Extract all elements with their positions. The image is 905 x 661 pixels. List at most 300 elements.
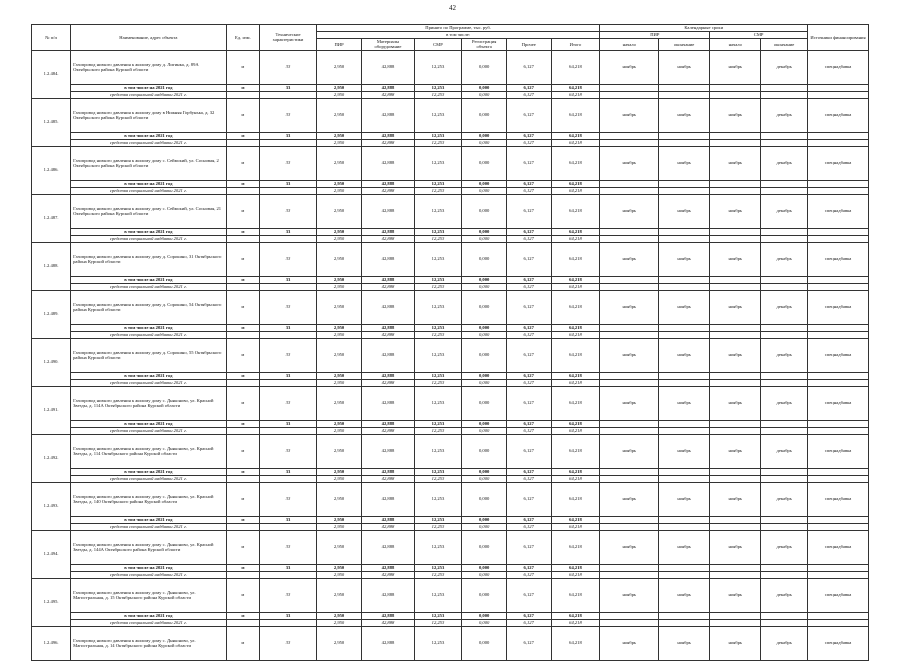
unit-cell: м bbox=[226, 338, 260, 372]
unit-cell: м bbox=[226, 434, 260, 468]
pir-start-cell: ноябрь bbox=[600, 482, 659, 516]
empty-cell bbox=[659, 91, 710, 98]
empty-cell bbox=[808, 139, 869, 146]
tech-cell: 33 bbox=[260, 324, 317, 331]
registration-cell: 0,000 bbox=[462, 132, 507, 139]
empty-cell bbox=[600, 427, 659, 434]
smr-start-cell: ноябрь bbox=[710, 578, 761, 612]
page-number: 42 bbox=[449, 4, 456, 12]
header-program: Принято по Программе, тыс. руб. bbox=[316, 25, 600, 32]
empty-cell bbox=[808, 427, 869, 434]
pir-cell: 2,950 bbox=[316, 276, 362, 283]
empty-cell bbox=[600, 564, 659, 571]
empty-cell bbox=[710, 235, 761, 242]
total-cell: 64,218 bbox=[551, 482, 600, 516]
table-row bbox=[32, 290, 869, 324]
object-name: Газопровод низкого давления к жилому дому д. Сорокино, 54 Октябрьского района Курской области bbox=[71, 290, 226, 324]
total-cell: 64,218 bbox=[551, 516, 600, 523]
empty-cell bbox=[808, 235, 869, 242]
empty-cell bbox=[260, 235, 317, 242]
special-fund-row bbox=[32, 619, 869, 626]
total-cell: 64,218 bbox=[551, 228, 600, 235]
table-row bbox=[32, 578, 869, 612]
header-pir: ПИР bbox=[316, 39, 362, 51]
subtotal-2021-row bbox=[32, 612, 869, 619]
funding-cell: спецнадбавка bbox=[808, 338, 869, 372]
funding-cell: спецнадбавка bbox=[808, 482, 869, 516]
empty-cell bbox=[808, 516, 869, 523]
empty-cell bbox=[600, 324, 659, 331]
total-cell: 64,218 bbox=[551, 564, 600, 571]
total-cell: 64,218 bbox=[551, 139, 600, 146]
subtotal-label: в том числе на 2021 год bbox=[71, 84, 226, 91]
table-row bbox=[32, 146, 869, 180]
smr-start-cell: ноябрь bbox=[710, 482, 761, 516]
header-tech: Технические характеристики bbox=[260, 25, 317, 51]
unit-cell: м bbox=[226, 242, 260, 276]
other-cell: 6,127 bbox=[506, 475, 551, 482]
smr-cell: 12,253 bbox=[414, 146, 462, 180]
registration-cell: 0,000 bbox=[462, 242, 507, 276]
materials-cell: 42,888 bbox=[362, 523, 414, 530]
empty-cell bbox=[808, 523, 869, 530]
unit-cell: м bbox=[226, 516, 260, 523]
pir-end-cell: ноябрь bbox=[659, 578, 710, 612]
subtotal-label: в том числе на 2021 год bbox=[71, 276, 226, 283]
special-fund-label: средства специальной надбавки 2021 г. bbox=[71, 331, 226, 338]
empty-cell bbox=[710, 619, 761, 626]
special-fund-label: средства специальной надбавки 2021 г. bbox=[71, 379, 226, 386]
materials-cell: 42,888 bbox=[362, 475, 414, 482]
pir-end-cell: ноябрь bbox=[659, 290, 710, 324]
funding-cell: спецнадбавка bbox=[808, 434, 869, 468]
smr-start-cell: ноябрь bbox=[710, 98, 761, 132]
empty-cell bbox=[659, 187, 710, 194]
registration-cell: 0,000 bbox=[462, 194, 507, 228]
other-cell: 6,127 bbox=[506, 84, 551, 91]
funding-cell: спецнадбавка bbox=[808, 530, 869, 564]
subtotal-label: в том числе на 2021 год bbox=[71, 372, 226, 379]
smr-end-cell: декабрь bbox=[761, 626, 808, 660]
row-number: 1.2.486. bbox=[32, 146, 71, 194]
empty-cell bbox=[260, 571, 317, 578]
smr-start-cell: ноябрь bbox=[710, 338, 761, 372]
pir-cell: 2,950 bbox=[316, 180, 362, 187]
subtotal-label: в том числе на 2021 год bbox=[71, 516, 226, 523]
unit-cell: м bbox=[226, 180, 260, 187]
table-row bbox=[32, 98, 869, 132]
table-row bbox=[32, 626, 869, 660]
empty-cell bbox=[761, 468, 808, 475]
registration-cell: 0,000 bbox=[462, 235, 507, 242]
unit-cell: м bbox=[226, 324, 260, 331]
empty-cell bbox=[600, 571, 659, 578]
pir-cell: 2,950 bbox=[316, 427, 362, 434]
total-cell: 64,218 bbox=[551, 91, 600, 98]
registration-cell: 0,000 bbox=[462, 468, 507, 475]
pir-cell: 2,950 bbox=[316, 482, 362, 516]
pir-start-cell: ноябрь bbox=[600, 290, 659, 324]
total-cell: 64,218 bbox=[551, 50, 600, 84]
total-cell: 64,218 bbox=[551, 187, 600, 194]
empty-cell bbox=[600, 132, 659, 139]
pir-end-cell: ноябрь bbox=[659, 386, 710, 420]
registration-cell: 0,000 bbox=[462, 331, 507, 338]
empty-cell bbox=[600, 276, 659, 283]
other-cell: 6,127 bbox=[506, 187, 551, 194]
tech-cell: 33 bbox=[260, 276, 317, 283]
empty-cell bbox=[761, 84, 808, 91]
pir-end-cell: ноябрь bbox=[659, 338, 710, 372]
empty-cell bbox=[761, 91, 808, 98]
empty-cell bbox=[761, 180, 808, 187]
empty-cell bbox=[710, 324, 761, 331]
empty-cell bbox=[808, 228, 869, 235]
pir-cell: 2,950 bbox=[316, 434, 362, 468]
empty-cell bbox=[761, 132, 808, 139]
other-cell: 6,127 bbox=[506, 427, 551, 434]
row-number: 1.2.488. bbox=[32, 242, 71, 290]
empty-cell bbox=[600, 139, 659, 146]
header-smr-start: начало bbox=[710, 39, 761, 51]
empty-cell bbox=[659, 84, 710, 91]
total-cell: 64,218 bbox=[551, 283, 600, 290]
smr-cell: 12,253 bbox=[414, 626, 462, 660]
funding-cell: спецнадбавка bbox=[808, 578, 869, 612]
pir-start-cell: ноябрь bbox=[600, 146, 659, 180]
subtotal-2021-row bbox=[32, 84, 869, 91]
empty-cell bbox=[808, 84, 869, 91]
smr-cell: 12,253 bbox=[414, 187, 462, 194]
funding-cell: спецнадбавка bbox=[808, 98, 869, 132]
pir-cell: 2,950 bbox=[316, 194, 362, 228]
empty-cell bbox=[659, 283, 710, 290]
pir-cell: 2,950 bbox=[316, 84, 362, 91]
subtotal-2021-row bbox=[32, 228, 869, 235]
smr-cell: 12,253 bbox=[414, 91, 462, 98]
unit-cell: м bbox=[226, 228, 260, 235]
empty-cell bbox=[659, 612, 710, 619]
tech-cell: 33 bbox=[260, 420, 317, 427]
funding-cell: спецнадбавка bbox=[808, 50, 869, 84]
total-cell: 64,218 bbox=[551, 290, 600, 324]
tech-cell: 33 bbox=[260, 434, 317, 468]
unit-cell: м bbox=[226, 84, 260, 91]
unit-cell: м bbox=[226, 564, 260, 571]
total-cell: 64,218 bbox=[551, 331, 600, 338]
materials-cell: 42,888 bbox=[362, 146, 414, 180]
other-cell: 6,127 bbox=[506, 91, 551, 98]
pir-cell: 2,950 bbox=[316, 523, 362, 530]
empty-cell bbox=[710, 139, 761, 146]
smr-start-cell: ноябрь bbox=[710, 194, 761, 228]
registration-cell: 0,000 bbox=[462, 571, 507, 578]
total-cell: 64,218 bbox=[551, 420, 600, 427]
subtotal-label: в том числе на 2021 год bbox=[71, 420, 226, 427]
pir-cell: 2,950 bbox=[316, 283, 362, 290]
empty-cell bbox=[226, 331, 260, 338]
materials-cell: 42,888 bbox=[362, 372, 414, 379]
total-cell: 64,218 bbox=[551, 379, 600, 386]
table-row bbox=[32, 338, 869, 372]
pir-start-cell: ноябрь bbox=[600, 530, 659, 564]
empty-cell bbox=[761, 235, 808, 242]
smr-cell: 12,253 bbox=[414, 331, 462, 338]
subtotal-label: в том числе на 2021 год bbox=[71, 180, 226, 187]
smr-cell: 12,253 bbox=[414, 434, 462, 468]
special-fund-label: средства специальной надбавки 2021 г. bbox=[71, 619, 226, 626]
pir-end-cell: ноябрь bbox=[659, 434, 710, 468]
total-cell: 64,218 bbox=[551, 386, 600, 420]
subtotal-label: в том числе на 2021 год bbox=[71, 132, 226, 139]
row-number: 1.2.485. bbox=[32, 98, 71, 146]
smr-start-cell: ноябрь bbox=[710, 290, 761, 324]
pir-end-cell: ноябрь bbox=[659, 146, 710, 180]
unit-cell: м bbox=[226, 50, 260, 84]
other-cell: 6,127 bbox=[506, 372, 551, 379]
registration-cell: 0,000 bbox=[462, 84, 507, 91]
pir-end-cell: ноябрь bbox=[659, 626, 710, 660]
pir-cell: 2,950 bbox=[316, 290, 362, 324]
tech-cell: 33 bbox=[260, 626, 317, 660]
other-cell: 6,127 bbox=[506, 482, 551, 516]
total-cell: 64,218 bbox=[551, 475, 600, 482]
total-cell: 64,218 bbox=[551, 434, 600, 468]
registration-cell: 0,000 bbox=[462, 564, 507, 571]
materials-cell: 42,888 bbox=[362, 379, 414, 386]
empty-cell bbox=[600, 612, 659, 619]
empty-cell bbox=[761, 564, 808, 571]
total-cell: 64,218 bbox=[551, 578, 600, 612]
tech-cell: 33 bbox=[260, 372, 317, 379]
other-cell: 6,127 bbox=[506, 242, 551, 276]
pir-cell: 2,950 bbox=[316, 187, 362, 194]
empty-cell bbox=[710, 612, 761, 619]
tech-cell: 33 bbox=[260, 194, 317, 228]
header-registration: Регистрация объекта bbox=[462, 39, 507, 51]
registration-cell: 0,000 bbox=[462, 619, 507, 626]
object-name: Газопровод низкого давления к жилому дому д. Лигинка, д. 89А Октябрьского района Курской области bbox=[71, 50, 226, 84]
object-name: Газопровод низкого давления к жилому дому с. Сеймский, ул. Сосновая, 21 Октябрьского района Курской области bbox=[71, 194, 226, 228]
table-row bbox=[32, 242, 869, 276]
empty-cell bbox=[808, 475, 869, 482]
tech-cell: 33 bbox=[260, 98, 317, 132]
empty-cell bbox=[226, 475, 260, 482]
registration-cell: 0,000 bbox=[462, 146, 507, 180]
empty-cell bbox=[659, 228, 710, 235]
subtotal-2021-row bbox=[32, 180, 869, 187]
empty-cell bbox=[659, 427, 710, 434]
pir-end-cell: ноябрь bbox=[659, 530, 710, 564]
smr-end-cell: декабрь bbox=[761, 530, 808, 564]
materials-cell: 42,888 bbox=[362, 434, 414, 468]
empty-cell bbox=[600, 187, 659, 194]
row-number: 1.2.484. bbox=[32, 50, 71, 98]
tech-cell: 33 bbox=[260, 146, 317, 180]
subtotal-2021-row bbox=[32, 420, 869, 427]
pir-cell: 2,950 bbox=[316, 420, 362, 427]
smr-start-cell: ноябрь bbox=[710, 626, 761, 660]
materials-cell: 42,888 bbox=[362, 84, 414, 91]
registration-cell: 0,000 bbox=[462, 324, 507, 331]
special-fund-row bbox=[32, 235, 869, 242]
empty-cell bbox=[761, 331, 808, 338]
special-fund-label: средства специальной надбавки 2021 г. bbox=[71, 571, 226, 578]
total-cell: 64,218 bbox=[551, 523, 600, 530]
special-fund-row bbox=[32, 523, 869, 530]
empty-cell bbox=[659, 420, 710, 427]
materials-cell: 42,888 bbox=[362, 194, 414, 228]
pir-cell: 2,950 bbox=[316, 132, 362, 139]
empty-cell bbox=[260, 91, 317, 98]
empty-cell bbox=[710, 379, 761, 386]
subtotal-2021-row bbox=[32, 564, 869, 571]
empty-cell bbox=[808, 91, 869, 98]
object-name: Газопровод низкого давления к жилому дому с. Дьяконово, ул. Красной Звезды, д. 114А Октябрьского района Курской области bbox=[71, 386, 226, 420]
unit-cell: м bbox=[226, 146, 260, 180]
empty-cell bbox=[226, 619, 260, 626]
empty-cell bbox=[226, 235, 260, 242]
registration-cell: 0,000 bbox=[462, 578, 507, 612]
total-cell: 64,218 bbox=[551, 324, 600, 331]
special-fund-label: средства специальной надбавки 2021 г. bbox=[71, 139, 226, 146]
subtotal-2021-row bbox=[32, 516, 869, 523]
empty-cell bbox=[226, 187, 260, 194]
empty-cell bbox=[600, 91, 659, 98]
unit-cell: м bbox=[226, 386, 260, 420]
registration-cell: 0,000 bbox=[462, 139, 507, 146]
empty-cell bbox=[808, 619, 869, 626]
empty-cell bbox=[710, 564, 761, 571]
smr-start-cell: ноябрь bbox=[710, 50, 761, 84]
materials-cell: 42,888 bbox=[362, 331, 414, 338]
row-number: 1.2.496. bbox=[32, 626, 71, 660]
empty-cell bbox=[226, 139, 260, 146]
pir-cell: 2,950 bbox=[316, 530, 362, 564]
smr-end-cell: декабрь bbox=[761, 578, 808, 612]
smr-end-cell: декабрь bbox=[761, 242, 808, 276]
smr-cell: 12,253 bbox=[414, 50, 462, 84]
total-cell: 64,218 bbox=[551, 132, 600, 139]
pir-cell: 2,950 bbox=[316, 386, 362, 420]
total-cell: 64,218 bbox=[551, 427, 600, 434]
table-row bbox=[32, 194, 869, 228]
empty-cell bbox=[808, 612, 869, 619]
other-cell: 6,127 bbox=[506, 50, 551, 84]
row-number: 1.2.487. bbox=[32, 194, 71, 242]
materials-cell: 42,888 bbox=[362, 530, 414, 564]
smr-start-cell: ноябрь bbox=[710, 146, 761, 180]
registration-cell: 0,000 bbox=[462, 427, 507, 434]
special-fund-label: средства специальной надбавки 2021 г. bbox=[71, 427, 226, 434]
empty-cell bbox=[808, 180, 869, 187]
pir-start-cell: ноябрь bbox=[600, 50, 659, 84]
other-cell: 6,127 bbox=[506, 564, 551, 571]
total-cell: 64,218 bbox=[551, 468, 600, 475]
pir-cell: 2,950 bbox=[316, 324, 362, 331]
registration-cell: 0,000 bbox=[462, 98, 507, 132]
funding-cell: спецнадбавка bbox=[808, 146, 869, 180]
object-name: Газопровод низкого давления к жилому дому с. Дьяконово, ул. Магистральная, д. 14 Октябрьского района Курской области bbox=[71, 626, 226, 660]
empty-cell bbox=[761, 612, 808, 619]
materials-cell: 42,888 bbox=[362, 626, 414, 660]
empty-cell bbox=[710, 180, 761, 187]
other-cell: 6,127 bbox=[506, 619, 551, 626]
empty-cell bbox=[659, 468, 710, 475]
materials-cell: 42,888 bbox=[362, 324, 414, 331]
pir-start-cell: ноябрь bbox=[600, 578, 659, 612]
materials-cell: 42,888 bbox=[362, 276, 414, 283]
smr-cell: 12,253 bbox=[414, 482, 462, 516]
materials-cell: 42,888 bbox=[362, 283, 414, 290]
tech-cell: 33 bbox=[260, 338, 317, 372]
materials-cell: 42,888 bbox=[362, 338, 414, 372]
other-cell: 6,127 bbox=[506, 434, 551, 468]
empty-cell bbox=[260, 523, 317, 530]
unit-cell: м bbox=[226, 612, 260, 619]
table-row bbox=[32, 530, 869, 564]
tech-cell: 33 bbox=[260, 84, 317, 91]
registration-cell: 0,000 bbox=[462, 386, 507, 420]
empty-cell bbox=[710, 468, 761, 475]
pir-cell: 2,950 bbox=[316, 228, 362, 235]
pir-start-cell: ноябрь bbox=[600, 626, 659, 660]
funding-cell: спецнадбавка bbox=[808, 194, 869, 228]
registration-cell: 0,000 bbox=[462, 612, 507, 619]
pir-start-cell: ноябрь bbox=[600, 194, 659, 228]
materials-cell: 42,888 bbox=[362, 516, 414, 523]
header-cal-pir: ПИР bbox=[600, 32, 710, 39]
empty-cell bbox=[600, 523, 659, 530]
pir-end-cell: ноябрь bbox=[659, 242, 710, 276]
smr-end-cell: декабрь bbox=[761, 146, 808, 180]
materials-cell: 42,888 bbox=[362, 571, 414, 578]
pir-cell: 2,950 bbox=[316, 338, 362, 372]
empty-cell bbox=[808, 324, 869, 331]
smr-end-cell: декабрь bbox=[761, 98, 808, 132]
object-name: Газопровод низкого давления к жилому дому с. Дьяконово, ул. Красной Звезды, д. 114 Октябрьского района Курской области bbox=[71, 434, 226, 468]
other-cell: 6,127 bbox=[506, 523, 551, 530]
special-fund-row bbox=[32, 427, 869, 434]
empty-cell bbox=[226, 379, 260, 386]
smr-cell: 12,253 bbox=[414, 276, 462, 283]
smr-cell: 12,253 bbox=[414, 194, 462, 228]
unit-cell: м bbox=[226, 530, 260, 564]
table-row bbox=[32, 50, 869, 84]
empty-cell bbox=[659, 379, 710, 386]
special-fund-row bbox=[32, 187, 869, 194]
header-incl: в том числе: bbox=[316, 32, 600, 39]
table-row bbox=[32, 434, 869, 468]
empty-cell bbox=[600, 475, 659, 482]
funding-cell: спецнадбавка bbox=[808, 386, 869, 420]
smr-cell: 12,253 bbox=[414, 338, 462, 372]
other-cell: 6,127 bbox=[506, 516, 551, 523]
pir-cell: 2,950 bbox=[316, 626, 362, 660]
empty-cell bbox=[761, 523, 808, 530]
smr-cell: 12,253 bbox=[414, 139, 462, 146]
empty-cell bbox=[659, 180, 710, 187]
registration-cell: 0,000 bbox=[462, 338, 507, 372]
total-cell: 64,218 bbox=[551, 146, 600, 180]
smr-end-cell: декабрь bbox=[761, 434, 808, 468]
tech-cell: 33 bbox=[260, 228, 317, 235]
empty-cell bbox=[260, 331, 317, 338]
registration-cell: 0,000 bbox=[462, 187, 507, 194]
smr-end-cell: декабрь bbox=[761, 338, 808, 372]
special-fund-row bbox=[32, 283, 869, 290]
empty-cell bbox=[710, 516, 761, 523]
